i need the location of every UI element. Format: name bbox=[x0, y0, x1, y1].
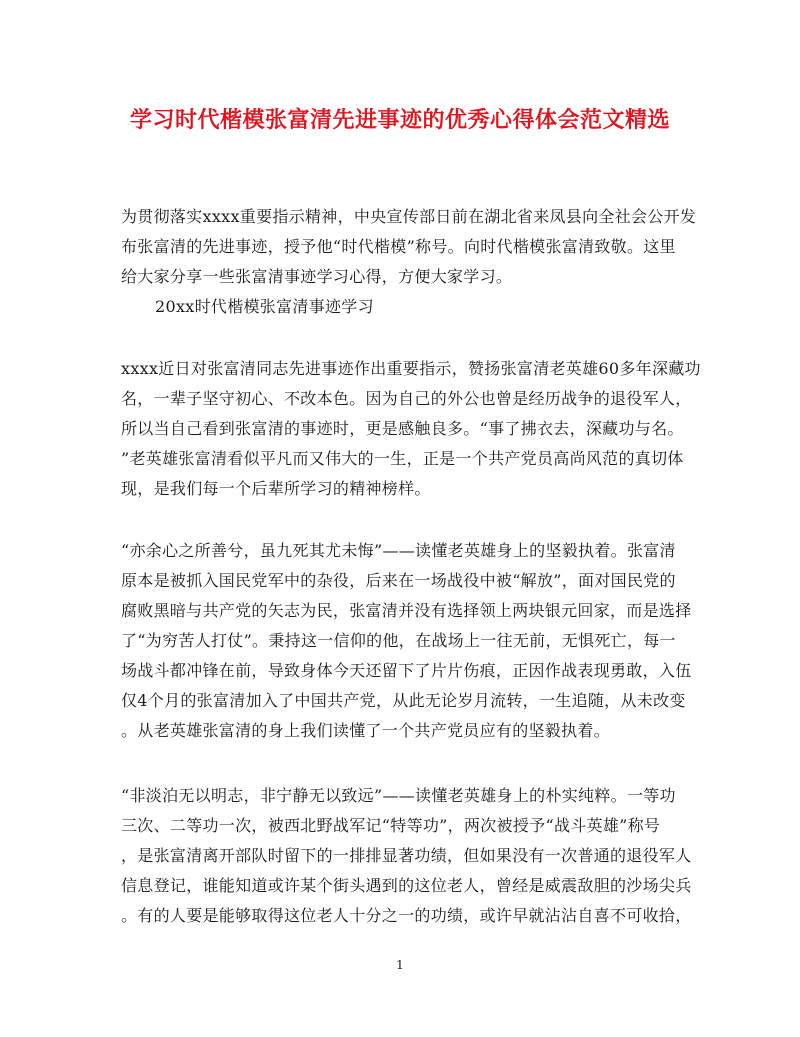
paragraph-line: 仅4个月的张富清加入了中国共产党，从此无论岁月流转，一生追随，从未改变 bbox=[121, 691, 686, 710]
paragraph-line: 所以当自己看到张富清的事迹时，更是感触良多。“事了拂衣去，深藏功与名。 bbox=[121, 419, 684, 438]
section-subheading: 20xx时代楷模张富清事迹学习 bbox=[155, 297, 374, 316]
page-number: 1 bbox=[396, 958, 404, 972]
paragraph-line: xxxx近日对张富清同志先进事迹作出重要指示，赞扬张富清老英雄60多年深藏功 bbox=[121, 359, 701, 378]
paragraph-line: 三次、二等功一次，被西北野战军记“特等功”，两次被授予“战斗英雄”称号 bbox=[121, 816, 661, 835]
paragraph-line: 为贯彻落实xxxx重要指示精神，中央宣传部日前在湖北省来凤县向全社会公开发 bbox=[121, 207, 697, 226]
paragraph-line: “亦余心之所善兮，虽九死其尤未悔”——读懂老英雄身上的坚毅执着。张富清 bbox=[121, 541, 676, 560]
paragraph-line: 信息登记，谁能知道或许某个街头遇到的这位老人，曾经是威震敌胆的沙场尖兵 bbox=[121, 876, 692, 895]
paragraph-line: 了“为穷苦人打仗”。秉持这一信仰的他，在战场上一往无前，无惧死亡，每一 bbox=[121, 631, 676, 650]
paragraph-line: 。从老英雄张富清的身上我们读懂了一个共产党员应有的坚毅执着。 bbox=[121, 721, 611, 740]
paragraph-line: 名，一辈子坚守初心、不改本色。因为自己的外公也曾是经历战争的退役军人， bbox=[121, 389, 692, 408]
paragraph-line: 。有的人要是能够取得这位老人十分之一的功绩，或许早就沾沾自喜不可收拾， bbox=[121, 906, 692, 925]
paragraph-line: 腐败黑暗与共产党的矢志为民，张富清并没有选择领上两块银元回家，而是选择 bbox=[121, 601, 692, 620]
paragraph-line: ”老英雄张富清看似平凡而又伟大的一生，正是一个共产党员高尚风范的真切体 bbox=[121, 449, 684, 468]
paragraph-line: 给大家分享一些张富清事迹学习心得，方便大家学习。 bbox=[121, 267, 513, 286]
paragraph-line: ，是张富清离开部队时留下的一排排显著功绩，但如果没有一次普通的退役军人 bbox=[121, 846, 692, 865]
paragraph-line: 原本是被抓入国民党军中的杂役，后来在一场战役中被“解放”，面对国民党的 bbox=[121, 571, 676, 590]
paragraph-line: 现，是我们每一个后辈所学习的精神榜样。 bbox=[121, 479, 431, 498]
paragraph-line: 场战斗都冲锋在前，导致身体今天还留下了片片伤痕，正因作战表现勇敢，入伍 bbox=[121, 661, 692, 680]
paragraph-line: “非淡泊无以明志，非宁静无以致远”——读懂老英雄身上的朴实纯粹。一等功 bbox=[121, 786, 676, 805]
paragraph-line: 布张富清的先进事迹，授予他“时代楷模”称号。向时代楷模张富清致敬。这里 bbox=[121, 237, 676, 256]
document-title: 学习时代楷模张富清先进事迹的优秀心得体会范文精选 bbox=[129, 107, 670, 133]
